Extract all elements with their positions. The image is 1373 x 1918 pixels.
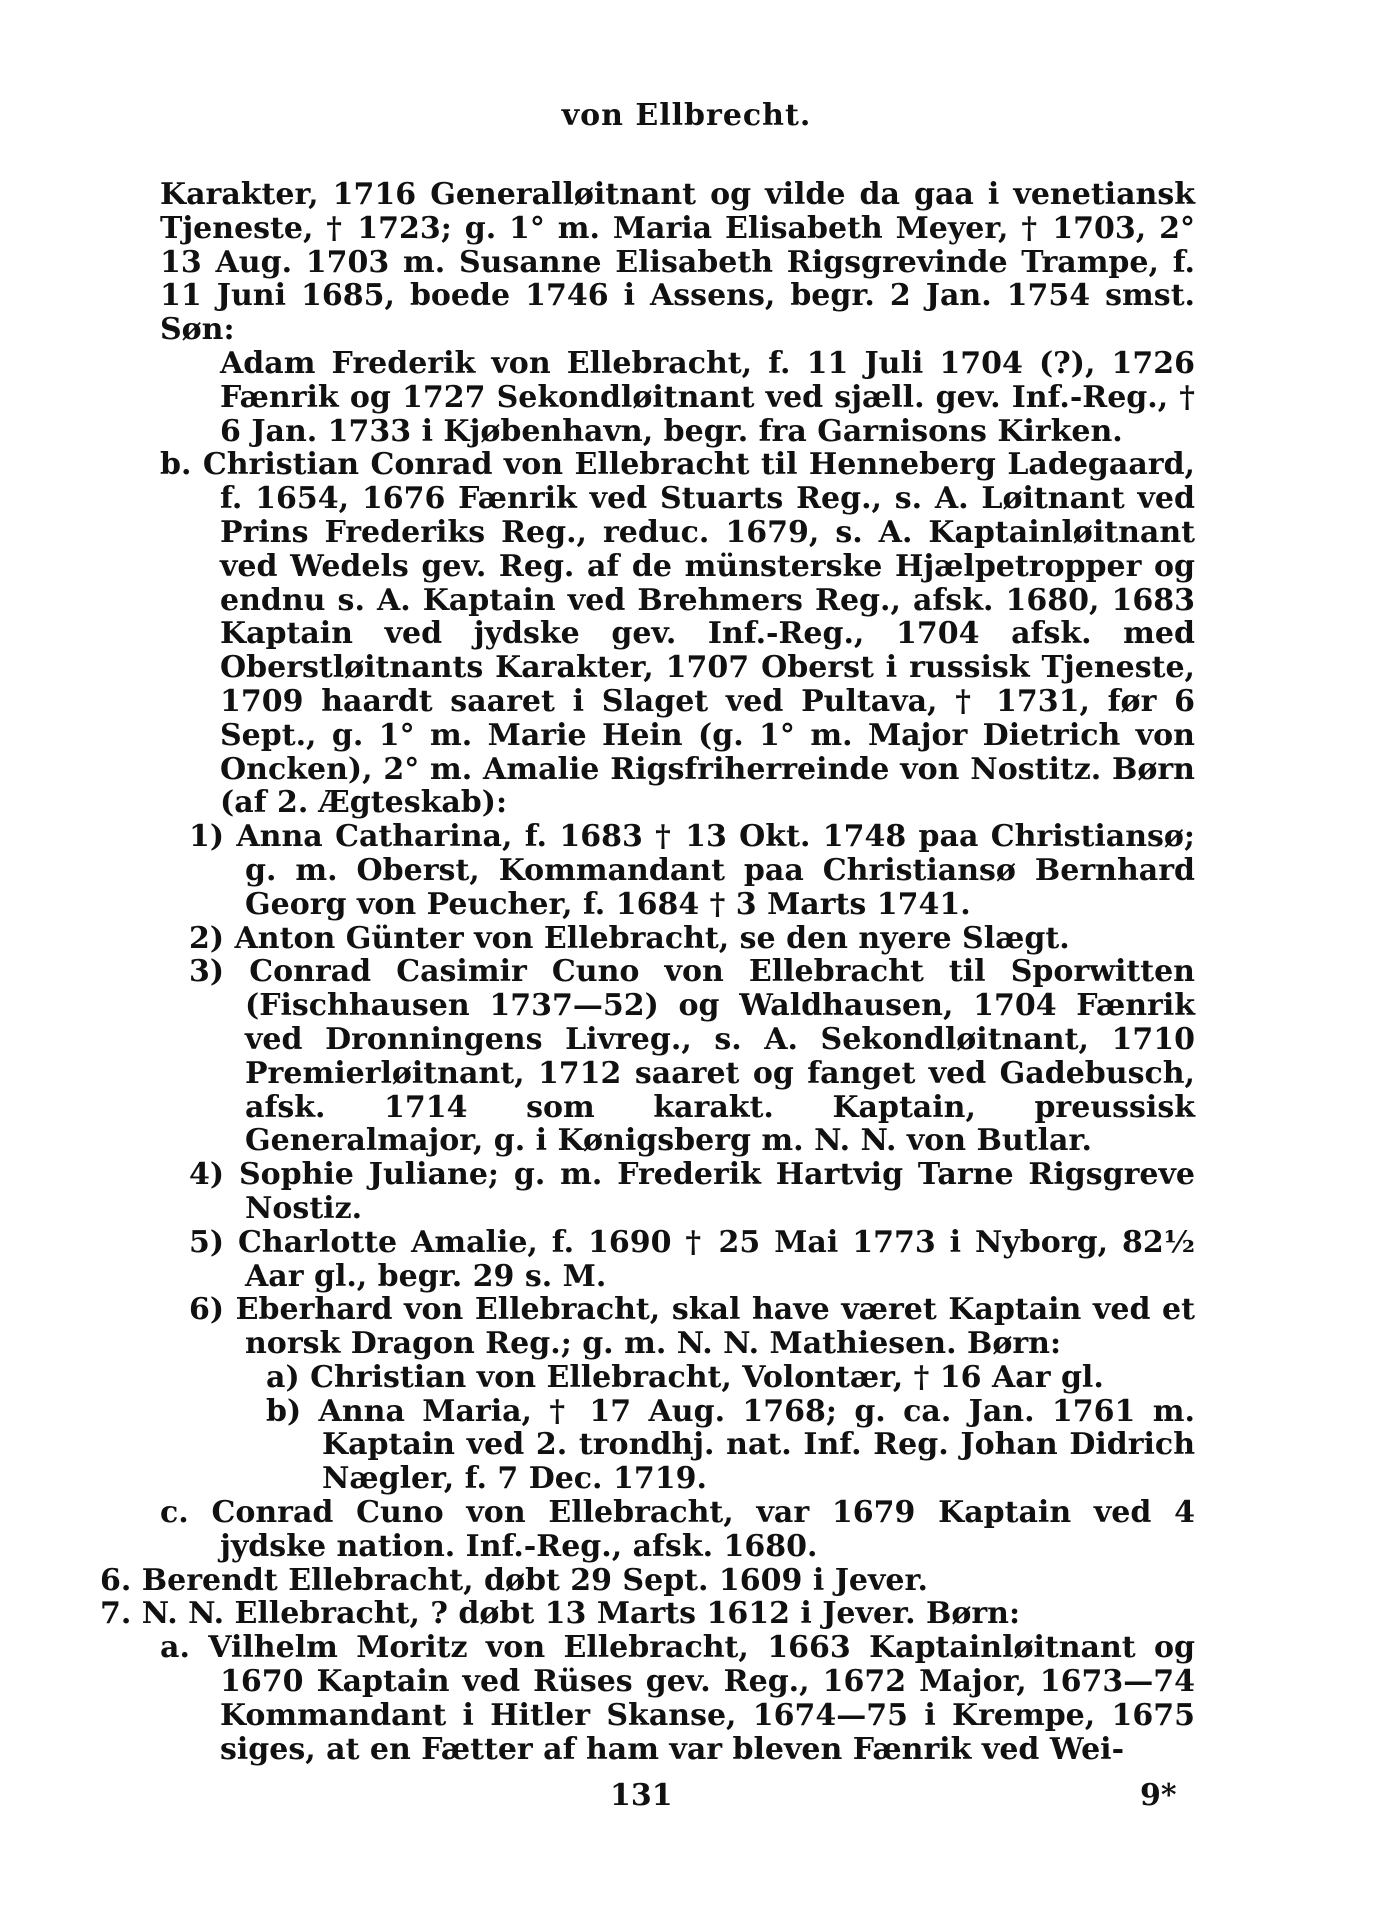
paragraph-christian-conrad: b. Christian Conrad von Ellebracht til Henneberg Ladegaard, f. 1654, 1676 Fænrik ved Stuarts Reg., s. A. Løitnant ved Prins Frederiks Reg., reduc. 1679, s. A. Kaptainløitnant ved Wedels gev. Reg. af de münsterske Hjælpetropper og endnu s. A. Kaptain ved Brehmers Reg., afsk. 1680, 1683 Kaptain ved jydske gev. Inf.-Reg., 1704 afsk. med Oberstløitnants Karakter, 1707 Oberst i russisk Tjeneste, 1709 haardt saaret i Slaget ved Pultava, † 1731, før 6 Sept., g. 1° m. Marie Hein (g. 1° m. Major Dietrich von Oncken), 2° m. Amalie Rigsfriherreinde von Nostitz. Børn (af 2. Ægteskab): [160, 447, 1195, 821]
page-header: von Ellbrecht. [561, 98, 812, 133]
child-4-sophie-juliane: 4) Sophie Juliane; g. m. Frederik Hartvig Tarne Rigsgreve Nostiz. [189, 1157, 1195, 1226]
paragraph-1: Karakter, 1716 Generalløitnant og vilde da gaa i venetiansk Tjeneste, † 1723; g. 1° m. Maria Elisabeth Meyer, † 1703, 2° 13 Aug. 1703 m. Susanne Elisabeth Rigsgrevinde Trampe, f. 11 Juni 1685, boede 1746 i Assens, begr. 2 Jan. 1754 smst. Søn: [160, 177, 1195, 348]
entry-7-nn: 7. N. N. Ellebracht, ? døbt 13 Marts 1612 i Jever. Børn: [100, 1596, 1021, 1632]
child-5-charlotte-amalie: 5) Charlotte Amalie, f. 1690 † 25 Mai 1773 i Nyborg, 82½ Aar gl., begr. 29 s. M. [189, 1224, 1195, 1294]
child-3-conrad-casimir: 3) Conrad Casimir Cuno von Ellebracht til Sporwitten (Fischhausen 1737—52) og Waldhausen, 1704 Fænrik ved Dronningens Livreg., s. A. Sekondløitnant, 1710 Premierløitnant, 1712 saaret og fanget ved Gadebusch, afsk. 1714 som karakt. Kaptain, preussisk Generalmajor, g. i Kønigsberg m. N. N. von Butlar. [189, 954, 1195, 1159]
grandchild-b-anna-maria: b) Anna Maria, † 17 Aug. 1768; g. ca. Jan. 1761 m. Kaptain ved 2. trondhj. nat. Inf. Reg. Johan Didrich Nægler, f. 7 Dec. 1719. [266, 1393, 1195, 1497]
grandchild-a-christian: a) Christian von Ellebracht, Volontær, † 16 Aar gl. [266, 1359, 1104, 1395]
text-body [100, 177, 1195, 1767]
child-2-anton-gunter: 2) Anton Günter von Ellebracht, se den nyere Slægt. [189, 920, 1070, 956]
paragraph-vilhelm-moritz: a. Vilhelm Moritz von Ellebracht, 1663 Kaptainløitnant og 1670 Kaptain ved Rüses gev. Reg., 1672 Major, 1673—74 Kommandant i Hitler Skanse, 1674—75 i Krempe, 1675 siges, at en Fætter af ham var bleven Fænrik ved Wei- [160, 1630, 1195, 1767]
child-6-eberhard: 6) Eberhard von Ellebracht, skal have været Kaptain ved et norsk Dragon Reg.; g. m. N. N. Mathiesen. Børn: [189, 1292, 1195, 1362]
paragraph-conrad-cuno: c. Conrad Cuno von Ellebracht, var 1679 Kaptain ved 4 jydske nation. Inf.-Reg., afsk. 1680. [160, 1495, 1195, 1564]
paragraph-adam-frederik: Adam Frederik von Ellebracht, f. 11 Juli 1704 (?), 1726 Fænrik og 1727 Sekondløitnant ved sjæll. gev. Inf.-Reg., † 6 Jan. 1733 i Kjøbenhavn, begr. fra Garnisons Kirken. [220, 345, 1195, 449]
child-1-anna-catharina: 1) Anna Catharina, f. 1683 † 13 Okt. 1748 paa Christiansø; g. m. Oberst, Kommandant paa Christiansø Bernhard Georg von Peucher, f. 1684 † 3 Marts 1741. [189, 819, 1195, 922]
page-number: 131 [610, 1778, 673, 1813]
signature-mark: 9* [1140, 1778, 1177, 1813]
entry-6-berendt: 6. Berendt Ellebracht, døbt 29 Sept. 1609 i Jever. [100, 1562, 928, 1598]
